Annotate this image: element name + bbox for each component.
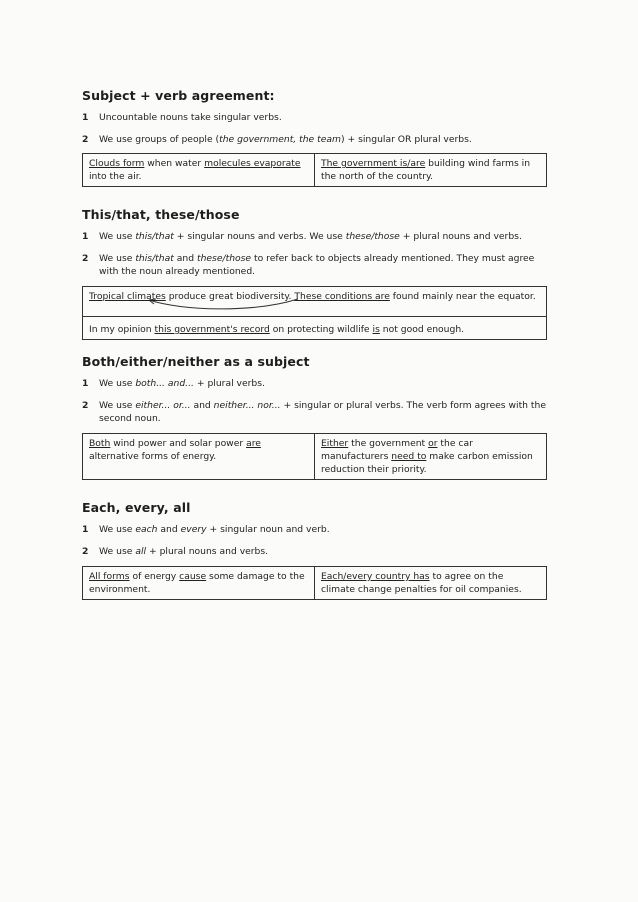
rule-italic: these/those bbox=[196, 253, 252, 264]
section-heading: This/that, these/those bbox=[82, 207, 240, 222]
rule-italic: both... and... bbox=[135, 378, 194, 389]
rule-text: We use bbox=[99, 253, 136, 264]
example-underline: Each/every country has bbox=[321, 571, 430, 582]
rule-item bbox=[82, 523, 547, 536]
rule-text: and bbox=[157, 524, 181, 535]
example-cell bbox=[315, 434, 546, 479]
rule-number: 1 bbox=[82, 524, 89, 535]
example-text: alternative forms of energy. bbox=[89, 451, 217, 462]
example-text: of energy bbox=[129, 571, 180, 582]
example-text: on protecting wildlife bbox=[269, 324, 373, 335]
rule-text: We use bbox=[99, 231, 136, 242]
rule-number: 1 bbox=[82, 231, 89, 242]
rule-italic: each bbox=[135, 524, 158, 535]
rule-italic: this/that bbox=[135, 231, 174, 242]
example-text: make carbon emission reduction their priority. bbox=[321, 451, 533, 475]
rule-number: 2 bbox=[82, 253, 89, 264]
example-underline: molecules evaporate bbox=[204, 158, 301, 169]
example-text: into the air. bbox=[89, 171, 142, 182]
example-box bbox=[82, 153, 547, 187]
example-cell bbox=[83, 434, 315, 479]
example-underline: need to bbox=[391, 451, 427, 462]
rule-number: 2 bbox=[82, 134, 89, 145]
rule-item bbox=[82, 230, 547, 243]
rule-text: and bbox=[190, 400, 214, 411]
example-underline: cause bbox=[179, 571, 207, 582]
example-cell bbox=[83, 154, 315, 186]
example-text: In my opinion bbox=[89, 324, 155, 335]
rule-text: ) + singular OR plural verbs. bbox=[340, 134, 472, 145]
rule-item bbox=[82, 111, 547, 124]
example-box bbox=[82, 433, 547, 480]
section-both-either-neither bbox=[82, 354, 547, 480]
example-cell bbox=[83, 567, 315, 599]
rule-text: to refer back to objects already mentioned. They must agree with the noun already mentioned. bbox=[99, 253, 535, 277]
rule-italic: every bbox=[180, 524, 207, 535]
example-box bbox=[82, 566, 547, 600]
section-heading: Each, every, all bbox=[82, 500, 191, 515]
rule-number: 2 bbox=[82, 546, 89, 557]
rule-italic: neither... nor... bbox=[213, 400, 281, 411]
rule-text: We use bbox=[99, 546, 136, 557]
rule-item bbox=[82, 133, 547, 146]
example-underline: Tropical climates bbox=[89, 291, 166, 302]
example-text: building wind farms in the north of the country. bbox=[321, 158, 531, 182]
rule-number: 1 bbox=[82, 378, 89, 389]
rule-italic: either... or... bbox=[135, 400, 191, 411]
rule-italic: these/those bbox=[345, 231, 400, 242]
section-subject-verb-agreement bbox=[82, 88, 547, 187]
rule-text: We use bbox=[99, 524, 136, 535]
example-text: found mainly near the equator. bbox=[389, 291, 536, 302]
section-this-that bbox=[82, 207, 547, 340]
rule-text: We use bbox=[99, 400, 136, 411]
rule-text: We use groups of people ( bbox=[99, 134, 220, 145]
example-text: to agree on the climate change penalties for oil companies. bbox=[321, 571, 522, 595]
example-cell bbox=[315, 567, 546, 599]
section-heading: Subject + verb agreement: bbox=[82, 88, 275, 103]
rule-text: Uncountable nouns take singular verbs. bbox=[99, 112, 282, 123]
example-underline: Clouds form bbox=[89, 158, 145, 169]
rule-item bbox=[82, 399, 547, 425]
rule-italic: this/that bbox=[135, 253, 174, 264]
rule-italic: all bbox=[135, 546, 147, 557]
rule-text: + singular nouns and verbs. We use bbox=[173, 231, 346, 242]
example-text: some damage to the environment. bbox=[89, 571, 305, 595]
rule-text: + singular or plural verbs. The verb form agrees with the second noun. bbox=[99, 400, 547, 424]
section-heading: Both/either/neither as a subject bbox=[82, 354, 310, 369]
rule-item bbox=[82, 545, 547, 558]
rule-number: 2 bbox=[82, 400, 89, 411]
example-underline: Either bbox=[321, 438, 349, 449]
rule-item bbox=[82, 377, 547, 390]
rule-text: and bbox=[173, 253, 197, 264]
example-cell bbox=[315, 154, 546, 186]
rule-text: + plural verbs. bbox=[193, 378, 265, 389]
example-text: not good enough. bbox=[379, 324, 465, 335]
rule-text: + plural nouns and verbs. bbox=[146, 546, 269, 557]
example-underline: Both bbox=[89, 438, 111, 449]
example-row bbox=[83, 287, 546, 306]
rule-text: We use bbox=[99, 378, 136, 389]
example-text: when water bbox=[144, 158, 205, 169]
example-box bbox=[82, 286, 547, 340]
example-text: the car manufacturers bbox=[321, 438, 473, 462]
rule-text: + singular noun and verb. bbox=[206, 524, 330, 535]
rule-italic: the government, the team bbox=[219, 134, 341, 145]
example-underline: is bbox=[372, 324, 380, 335]
example-underline: These conditions are bbox=[294, 291, 390, 302]
example-row bbox=[83, 316, 546, 339]
example-text: produce great biodiversity. bbox=[165, 291, 295, 302]
rule-text: + plural nouns and verbs. bbox=[399, 231, 522, 242]
example-underline: The government is/are bbox=[321, 158, 426, 169]
example-text: the government bbox=[348, 438, 429, 449]
example-underline: this government's record bbox=[154, 324, 270, 335]
section-each-every-all bbox=[82, 500, 547, 600]
example-underline: are bbox=[246, 438, 261, 449]
example-text: wind power and solar power bbox=[110, 438, 247, 449]
rule-number: 1 bbox=[82, 112, 89, 123]
example-underline: or bbox=[428, 438, 438, 449]
example-underline: All forms bbox=[89, 571, 130, 582]
rule-item bbox=[82, 252, 547, 278]
